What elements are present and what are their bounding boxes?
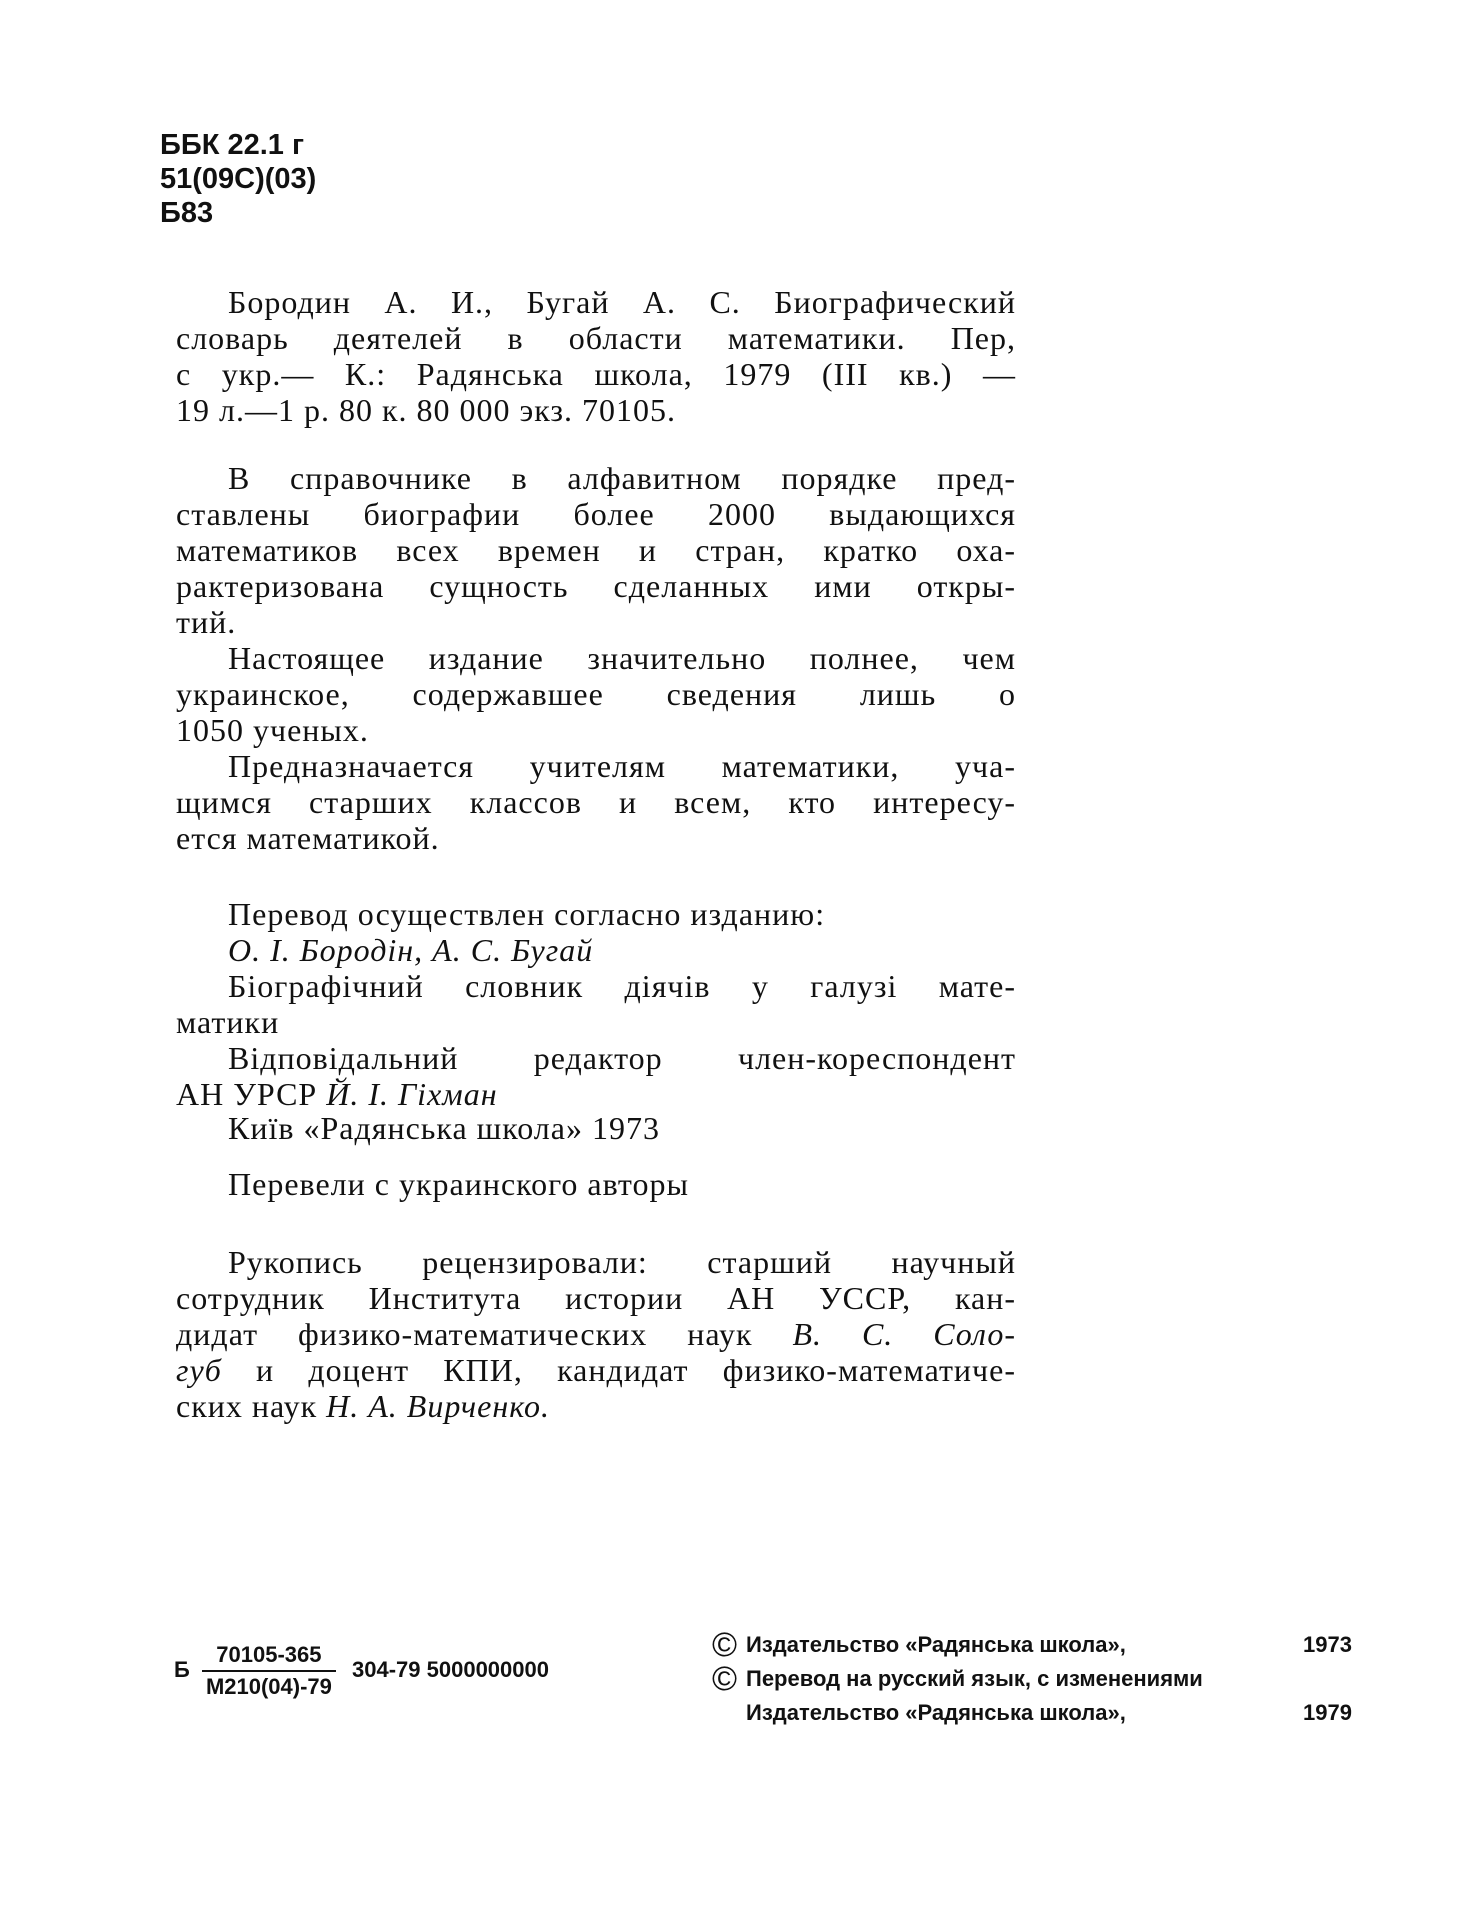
original-authors <box>176 932 1016 968</box>
copyright-line <box>712 1628 1352 1662</box>
copyright-year: 1973 <box>1303 1632 1352 1657</box>
editor-prefix: АН УРСР <box>176 1076 318 1112</box>
reviewers-line: сотрудник Института истории АН УССР, кан- <box>176 1280 1016 1316</box>
annotation-line: тий. <box>176 604 237 640</box>
imprint-number: 304-79 5000000000 <box>352 1656 549 1682</box>
original-editor-line: Відповідальний редактор член-кореспондент <box>228 1040 1016 1076</box>
reviewers-line <box>176 1388 1016 1424</box>
annotation-line: 1050 ученых. <box>176 712 369 748</box>
reviewers-line <box>176 1352 1016 1388</box>
original-edition-intro: Перевод осуществлен согласно изданию: <box>228 896 826 932</box>
copyright-year: 1979 <box>1303 1700 1352 1725</box>
bib-line: 19 л.—1 р. 80 к. 80 000 экз. 70105. <box>176 392 677 428</box>
bibliographic-description <box>176 284 1016 428</box>
copyright-text: Издательство «Радянська школа», <box>746 1632 1126 1657</box>
copyright-line <box>712 1662 1352 1696</box>
original-authors-names: О. І. Бородін, А. С. Бугай <box>228 932 594 968</box>
annotation-line: рактеризована сущность сделанных ими откры- <box>176 568 1016 604</box>
translators-block <box>176 1166 1016 1202</box>
annotation-line: В справочнике в алфавитном порядке пред- <box>228 460 1016 496</box>
annotation-paragraph-1 <box>176 460 1016 640</box>
annotation-line: ется математикой. <box>176 820 440 856</box>
original-title-line: Біографічний словник діячів у галузі мате- <box>228 968 1016 1004</box>
annotation-line: щимся старших классов и всем, кто интересу- <box>176 784 1016 820</box>
imprint-letter: Б <box>174 1656 190 1682</box>
copyright-block <box>712 1628 1352 1730</box>
original-editor-line <box>176 1076 1016 1112</box>
reviewers-block <box>176 1244 1016 1424</box>
copyright-icon: © <box>712 1660 738 1698</box>
original-place: Київ «Радянська школа» 1973 <box>228 1110 660 1146</box>
reviewer-name: Н. А. Вирченко. <box>326 1388 550 1424</box>
copyright-text: Перевод на русский язык, с изменениями <box>746 1666 1203 1691</box>
copyright-icon: © <box>712 1626 738 1664</box>
annotation-line: ставлены биографии более 2000 выдающихся <box>176 496 1016 532</box>
copyright-text: Издательство «Радянська школа», <box>746 1700 1126 1725</box>
reviewers-text: ских наук <box>176 1388 318 1424</box>
original-place-block <box>176 1110 1016 1146</box>
author-mark: Б83 <box>160 197 214 229</box>
copyright-line <box>712 1696 1352 1730</box>
imprint-numerator: 70105-365 <box>202 1642 336 1672</box>
udk-code: 51(09С)(03) <box>160 163 317 195</box>
bib-line: Бородин А. И., Бугай А. С. Биографический <box>228 284 1016 320</box>
bib-line: с укр.— К.: Радянська школа, 1979 (III кв.) — <box>176 356 1016 392</box>
imprint-fraction <box>202 1642 336 1700</box>
reviewers-line <box>176 1316 1016 1352</box>
translators-note: Перевели с украинского авторы <box>228 1166 689 1202</box>
annotation-paragraph-3 <box>176 748 1016 856</box>
classification-block <box>160 128 316 230</box>
annotation-line: Настоящее издание значительно полнее, чем <box>228 640 1016 676</box>
reviewer-name: В. С. Соло- <box>792 1316 1016 1352</box>
original-edition-block <box>176 896 1016 1112</box>
imprint-code <box>174 1642 549 1700</box>
reviewers-text: и доцент КПИ, кандидат физико-математиче- <box>256 1352 1017 1388</box>
imprint-denominator: М210(04)-79 <box>205 1674 332 1699</box>
annotation-paragraph-2 <box>176 640 1016 748</box>
reviewers-line: Рукопись рецензировали: старший научный <box>228 1244 1016 1280</box>
editor-name: Й. І. Гіхман <box>326 1076 498 1112</box>
reviewers-text: дидат физико-математических наук <box>176 1316 753 1352</box>
reviewer-name: губ <box>176 1352 222 1388</box>
original-title-line: матики <box>176 1004 280 1040</box>
annotation-line: Предназначается учителям математики, уча- <box>228 748 1016 784</box>
bib-line: словарь деятелей в области математики. Пер, <box>176 320 1016 356</box>
bbk-code: ББК 22.1 г <box>160 129 305 161</box>
annotation-line: украинское, содержавшее сведения лишь о <box>176 676 1016 712</box>
annotation-line: математиков всех времен и стран, кратко оха- <box>176 532 1016 568</box>
